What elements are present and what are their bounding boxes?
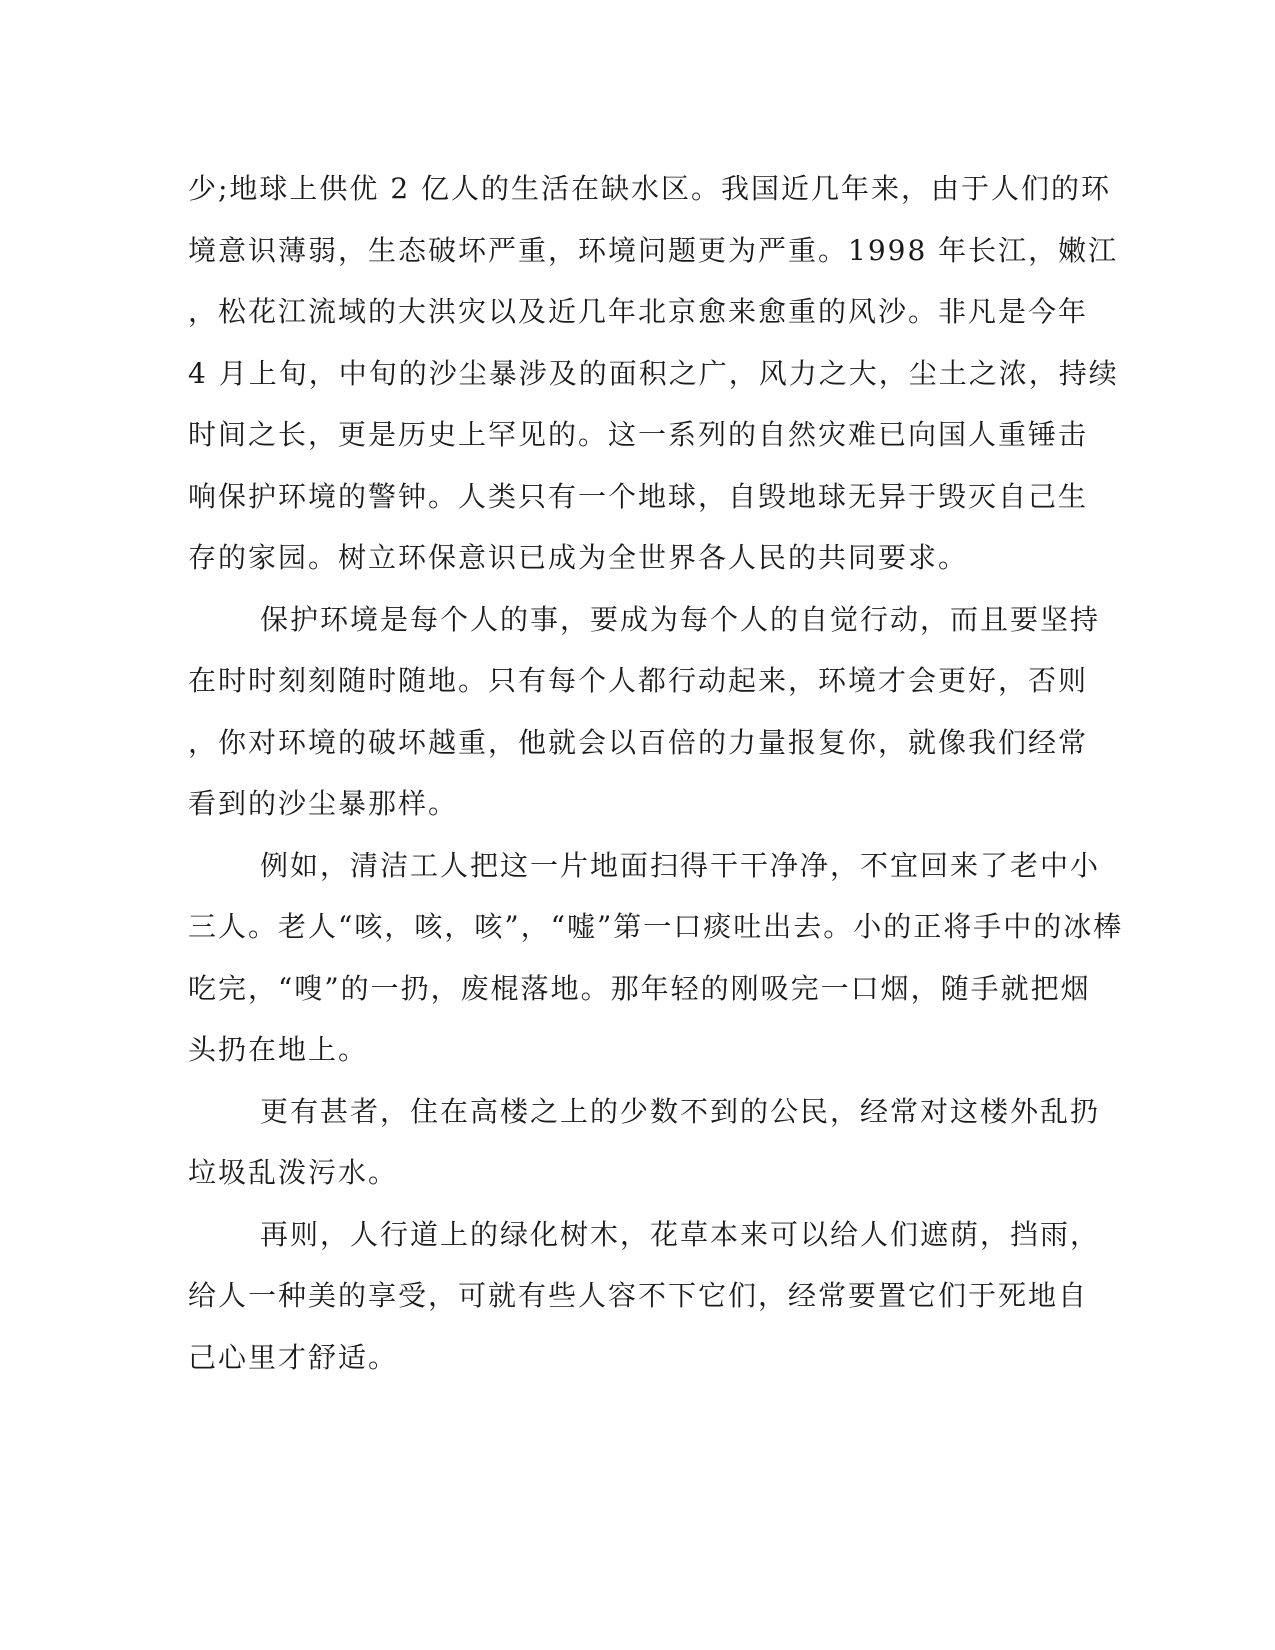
- text-line: 少;地球上供优 2 亿人的生活在缺水区。我国近几年来，由于人们的环: [188, 172, 1112, 205]
- text-line: 垃圾乱泼污水。: [188, 1156, 399, 1189]
- text-line: 响保护环境的警钟。人类只有一个地球，自毁地球无异于毁灭自己生: [188, 479, 1089, 513]
- text-line: 时间之长，更是历史上罕见的。这一系列的自然灾难已向国人重锤击: [188, 418, 1089, 451]
- text-line: 存的家园。树立环保意识已成为全世界各人民的共同要求。: [188, 541, 969, 574]
- text-line: ，你对环境的破坏越重，他就会以百倍的力量报复你，就像我们经常: [188, 725, 1089, 759]
- text-line: ，松花江流域的大洪灾以及近几年北京愈来愈重的风沙。非凡是今年: [188, 295, 1089, 328]
- paragraph-first-line: 保护环境是每个人的事，要成为每个人的自觉行动，而且要坚持: [260, 602, 1101, 636]
- paragraph-first-line: 再则，人行道上的绿化树木，花草本来可以给人们遮荫，挡雨，: [260, 1217, 1101, 1251]
- text-line: 看到的沙尘暴那样。: [188, 787, 459, 820]
- paragraph-first-line: 例如，清洁工人把这一片地面扫得干干净净，不宜回来了老中小: [260, 848, 1101, 882]
- text-line: 4 月上旬，中旬的沙尘暴涉及的面积之广，风力之大，尘土之浓，持续: [188, 356, 1119, 390]
- text-line: 头扔在地上。: [188, 1033, 369, 1066]
- text-line: 境意识薄弱，生态破坏严重，环境问题更为严重。1998 年长江，嫩江: [188, 233, 1119, 267]
- document-body: [188, 158, 1124, 1388]
- text-line: 吃完，“嗖”的一扔，废棍落地。那年轻的刚吸完一口烟，随手就把烟: [188, 971, 1091, 1005]
- text-line: 给人一种美的享受，可就有些人容不下它们，经常要置它们于死地自: [188, 1279, 1089, 1312]
- text-line: 在时时刻刻随时随地。只有每个人都行动起来，环境才会更好，否则: [188, 664, 1089, 697]
- text-line: 己心里才舒适。: [188, 1340, 399, 1374]
- paragraph-first-line: 更有甚者，住在高楼之上的少数不到的公民，经常对这楼外乱扔: [260, 1094, 1101, 1128]
- text-line: 三人。老人“咳，咳，咳”，“嘘”第一口痰吐出去。小的正将手中的冰棒: [188, 910, 1124, 943]
